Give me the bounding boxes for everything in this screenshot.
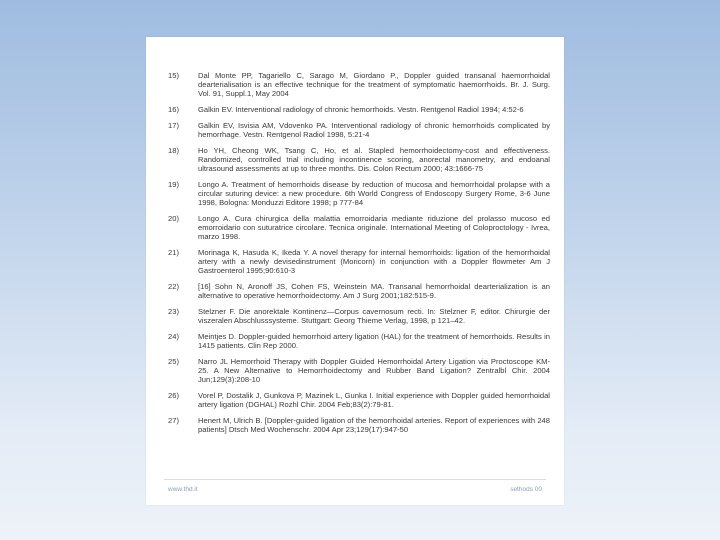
reference-number: 17) bbox=[168, 121, 179, 130]
reference-text: Henert M, Ulrich B. [Doppler-guided ligation of the hemorrhoidal arteries. Report of experiences with 248 patients] Dtsch Med Wochenschr. 2004 Apr 23;129(17):947-50 bbox=[198, 416, 550, 434]
reference-item bbox=[168, 282, 550, 300]
reference-text: Meintjes D. Doppler-guided hemorrhoid artery ligation (HAL) for the treatment of hemorrhoids. Results in 1415 patients. Clin Rep 2000. bbox=[198, 332, 550, 350]
reference-number: 27) bbox=[168, 416, 179, 425]
reference-number: 22) bbox=[168, 282, 179, 291]
reference-item bbox=[168, 357, 550, 384]
reference-number: 19) bbox=[168, 180, 179, 189]
footer-website-link[interactable]: www.thd.it bbox=[168, 486, 198, 493]
reference-number: 16) bbox=[168, 105, 179, 114]
footer-divider bbox=[164, 479, 546, 480]
reference-text: Ho YH, Cheong WK, Tsang C, Ho, et al. Stapled hemorrhoidectomy-cost and effectiveness. Randomized, controlled trial including incontinence scoring, anorectal manometry, and endoanal ultrasound assessments at up to three months. Dis. Colon Rectum 2000; 43:1666-75 bbox=[198, 146, 550, 173]
reference-item bbox=[168, 180, 550, 207]
reference-item bbox=[168, 71, 550, 98]
reference-item bbox=[168, 121, 550, 139]
reference-number: 25) bbox=[168, 357, 179, 366]
reference-item bbox=[168, 105, 550, 114]
reference-item bbox=[168, 391, 550, 409]
document-page bbox=[146, 37, 564, 505]
reference-item bbox=[168, 332, 550, 350]
reference-text: Galkin EV, Isvisia AM, Vdovenko PA. Interventional radiology of chronic hemorrhoids complicated by hemorrhage. Vestn. Rentgenol Radiol 1998, 5:21-4 bbox=[198, 121, 550, 139]
reference-number: 26) bbox=[168, 391, 179, 400]
reference-number: 24) bbox=[168, 332, 179, 341]
reference-text: Galkin EV. Interventional radiology of chronic hemorrhoids. Vestn. Rentgenol Radiol 1994; 4:52-6 bbox=[198, 105, 524, 114]
reference-text: Longo A. Cura chirurgica della malattia emorroidaria mediante riduzione del prolasso mucoso ed emorroidario con suturatrice circolare. Tecnica originale. International Meeting of Coloproctology - Ivrea, marzo 1998. bbox=[198, 214, 550, 241]
reference-number: 21) bbox=[168, 248, 179, 257]
reference-text: [16] Sohn N, Aronoff JS, Cohen FS, Weinstein MA. Transanal hemorrhoidal dearterialization is an alternative to operative hemorrhoidectomy. Am J Surg 2001;182:515-9. bbox=[198, 282, 550, 300]
reference-number: 20) bbox=[168, 214, 179, 223]
page-footer bbox=[168, 486, 542, 494]
reference-text: Dal Monte PP, Tagariello C, Sarago M, Giordano P., Doppler guided transanal haemorrhoidal dearterialisation is an effective technique for the treatment of symptomatic haemorrhoids. Br. J. Surg. Vol. 91, Suppl.1, May 2004 bbox=[198, 71, 550, 98]
reference-item bbox=[168, 214, 550, 241]
reference-number: 18) bbox=[168, 146, 179, 155]
reference-item bbox=[168, 307, 550, 325]
reference-item bbox=[168, 416, 550, 434]
reference-item bbox=[168, 248, 550, 275]
reference-number: 15) bbox=[168, 71, 179, 80]
reference-text: Stelzner F. Die anorektale Kontinenz—Corpus cavernosum recti. In: Stelzner F, editor. Chirurgie der viszeralen Abschlusssysteme. Stuttgart: Georg Thieme Verlag, 1998, p 121–42. bbox=[198, 307, 550, 325]
reference-text: Morinaga K, Hasuda K, Ikeda Y. A novel therapy for internal hemorrhoids: ligation of the hemorrhoidal artery with a newly devisedinstrument (Moricorn) in conjunction with a Doppler flowmeter Am J Gastroenterol 1995;90:610-3 bbox=[198, 248, 550, 275]
reference-number: 23) bbox=[168, 307, 179, 316]
reference-list bbox=[168, 71, 550, 441]
reference-text: Longo A. Treatment of hemorrhoids disease by reduction of mucosa and hemorrhoidal prolapse with a circular suturing device: a new procedure. 6th World Congress of Endoscopy Surgery Rome, 3-6 June 1998, Bologna: Monduzzi Editore 1998; p 777-84 bbox=[198, 180, 550, 207]
reference-item bbox=[168, 146, 550, 173]
reference-text: Narro JL Hemorrhoid Therapy with Doppler Guided Hemorrhoidal Artery Ligation via Proctoscope KM-25. A New Alternative to Hemorrhoidectomy and Rubber Band Ligation? Zentralbl Chir. 2004 Jun;129(3):208-10 bbox=[198, 357, 550, 384]
footer-page-label: sethods 00 bbox=[510, 486, 542, 493]
reference-text: Vorel P, Dostalik J, Gunkova P, Mazinek L, Gunka I. Initial experience with Doppler guided hemorrhoidal artery ligation (DGHAL) Rozhl Chir. 2004 Feb;83(2):79-81. bbox=[198, 391, 550, 409]
